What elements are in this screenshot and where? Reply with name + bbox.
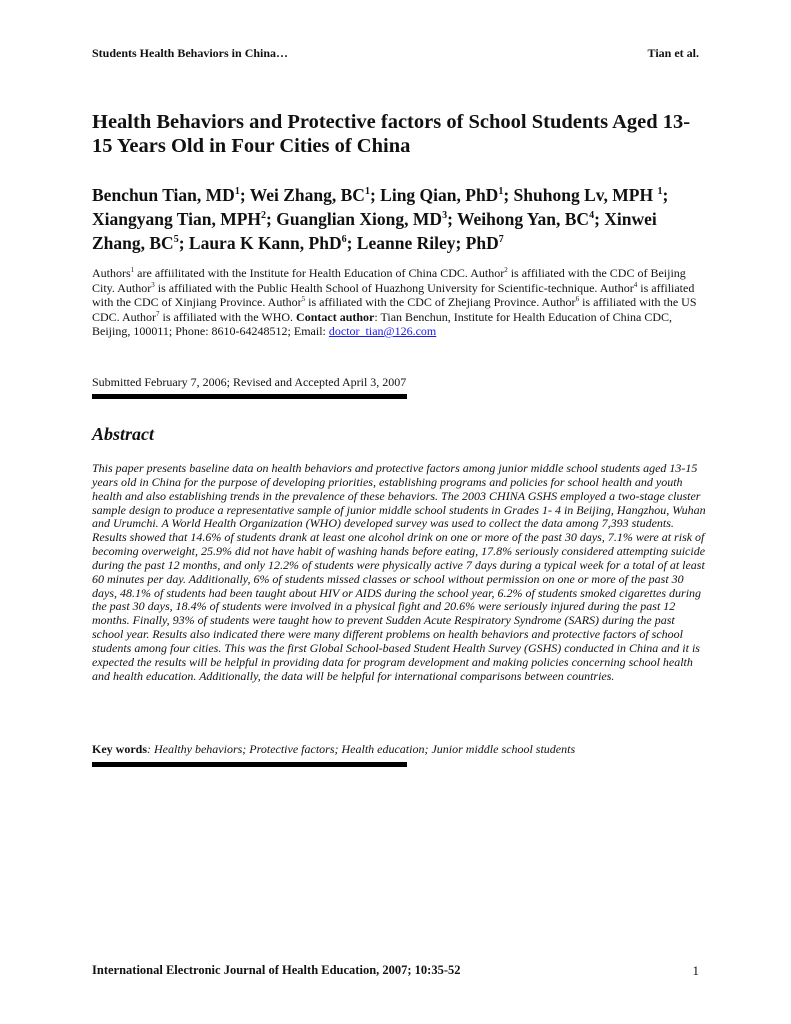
running-head-right: Tian et al. (647, 46, 699, 60)
email-link[interactable]: doctor_tian@126.com (328, 324, 437, 338)
author-affil-sup: 6 (341, 234, 347, 246)
affil-sup-4: 4 (633, 280, 638, 289)
author-separator: ; (266, 209, 277, 229)
author-name: Benchun Tian, MD (92, 185, 235, 205)
keywords (92, 742, 706, 757)
affil-authors-label: Authors (92, 266, 131, 280)
author-affil-sup: 1 (498, 186, 504, 198)
author-affil-sup: 1 (234, 186, 240, 198)
author-name: Guanglian Xiong, MD (276, 209, 443, 229)
author-list (92, 183, 707, 255)
abstract-heading: Abstract (92, 424, 155, 444)
affil-text-5: is affiliated with the CDC of Zhejiang Province. Author (305, 295, 576, 309)
author-separator: ; (346, 233, 357, 253)
author-name: Shuhong Lv, MPH (513, 185, 658, 205)
running-head-left: Students Health Behaviors in China… (92, 46, 289, 60)
author-affil-sup: 1 (657, 186, 663, 198)
author-affil-sup: 7 (498, 234, 504, 246)
author-affil-sup: 2 (261, 210, 267, 222)
affiliations (92, 266, 704, 339)
author-name: Leanne Riley; PhD (356, 233, 499, 253)
author-affil-sup: 1 (364, 186, 370, 198)
author-separator: ; (239, 185, 250, 205)
author-separator: ; (594, 209, 605, 229)
author-name: Xiangyang Tian, MPH (92, 209, 262, 229)
divider-rule-bottom (92, 762, 407, 767)
affil-sup-2: 2 (504, 266, 508, 274)
author-name: Xinwei Zhang, BC (92, 209, 657, 253)
author-separator: ; (369, 185, 381, 205)
affil-sup-6: 6 (575, 295, 580, 303)
author-separator: ; (178, 233, 189, 253)
keywords-text: : Healthy behaviors; Protective factors; Health education; Junior middle school students (147, 742, 576, 756)
paper-title: Health Behaviors and Protective factors of School Students Aged 13-15 Years Old in Four Cities of China (92, 111, 691, 157)
abstract-body: This paper presents baseline data on health behaviors and protective factors among junior middle school students aged 13-15 years old in China for the purpose of developing priorities, establishing programs and policies for school health and youth health and also establishing trends in the prevalence of these behaviors. The 2003 CHINA GSHS employed a two-stage cluster sample design to produce a representative sample of junior middle school students in Grades 1- 4 in Beijing, Hangzhou, Wuhan and Urumchi. A World Health Organization (WHO) developed survey was used to collect the data among 7,393 students. Results showed that 14.6% of students drank at least one alcohol drink on one or more of the past 30 days, 7.1% were at risk of becoming overweight, 25.9% did not have habit of washing hands before eating, 17.8% seriously considered attempting suicide during the past 12 months, and only 12.2% of students were physically active 7 days during a typical week for a total of at least 60 minutes per day. Additionally, 6% of students missed classes or school without permission on one or more of the past 30 days, 48.1% of students had been taught about HIV or AIDS during the school year, 6.2% of students smoked cigarettes during the past 30 days, 18.4% of students were involved in a physical fight and 20.6% were seriously injured during the past 12 months. Finally, 93% of students were taught how to prevent Sudden Acute Respiratory Syndrome (SARS) during the past school year. Results also indicated there were many different problems on health behaviors and protective factors of school students among four cities. This was the first Global School-based Student Health Survey (GSHS) conducted in China and it is expected the results will be helpful in providing data for program development and making policies concerning school health and health education. Additionally, the data will be helpful for international comparisons between countries. (92, 461, 706, 683)
author-affil-sup: 5 (173, 234, 179, 246)
affil-text-7: is affiliated with the WHO. (159, 309, 297, 324)
submission-dates: Submitted February 7, 2006; Revised and Accepted April 3, 2007 (92, 375, 407, 389)
affil-sup-1: 1 (130, 266, 135, 274)
author-name: Weihong Yan, BC (456, 209, 590, 229)
affil-text-1: are affiilitated with the Institute for Health Education of China CDC. Author (134, 266, 505, 280)
page-footer (92, 963, 699, 978)
affil-sup-5: 5 (301, 295, 306, 303)
affil-text-4: is affiliated with the CDC of Xinjiang Province. Author (92, 280, 695, 309)
author-affil-sup: 3 (442, 210, 448, 222)
affil-text-2: is affiliated with the CDC of Beijing City. Author (92, 266, 686, 295)
affil-sup-7: 7 (156, 309, 160, 318)
author-separator: ; (447, 209, 457, 229)
author-name: Laura K Kann, PhD (188, 233, 342, 253)
page-number: 1 (692, 963, 699, 978)
divider-rule-top (92, 394, 407, 399)
keywords-label: Key words (92, 742, 147, 756)
affil-text-6: is affiliated with the US CDC. Author (92, 295, 697, 324)
affil-text-3: is affiliated with the Public Health School of Huazhong University for Scientific-technique. Author (154, 280, 634, 295)
contact-author-text: : Tian Benchun, Institute for Health Education of China CDC, Beijing, 100011; Phone: 8610-64248512; Email: (92, 309, 673, 338)
contact-author-label: Contact author (296, 309, 375, 324)
affil-sup-3: 3 (151, 280, 155, 289)
author-affil-sup: 4 (589, 210, 595, 222)
author-separator: ; (662, 185, 669, 205)
author-name: Ling Qian, PhD (380, 185, 499, 205)
author-name: Wei Zhang, BC (249, 185, 365, 205)
author-separator: ; (503, 185, 514, 205)
journal-citation: International Electronic Journal of Health Education, 2007; 10:35-52 (92, 963, 461, 977)
